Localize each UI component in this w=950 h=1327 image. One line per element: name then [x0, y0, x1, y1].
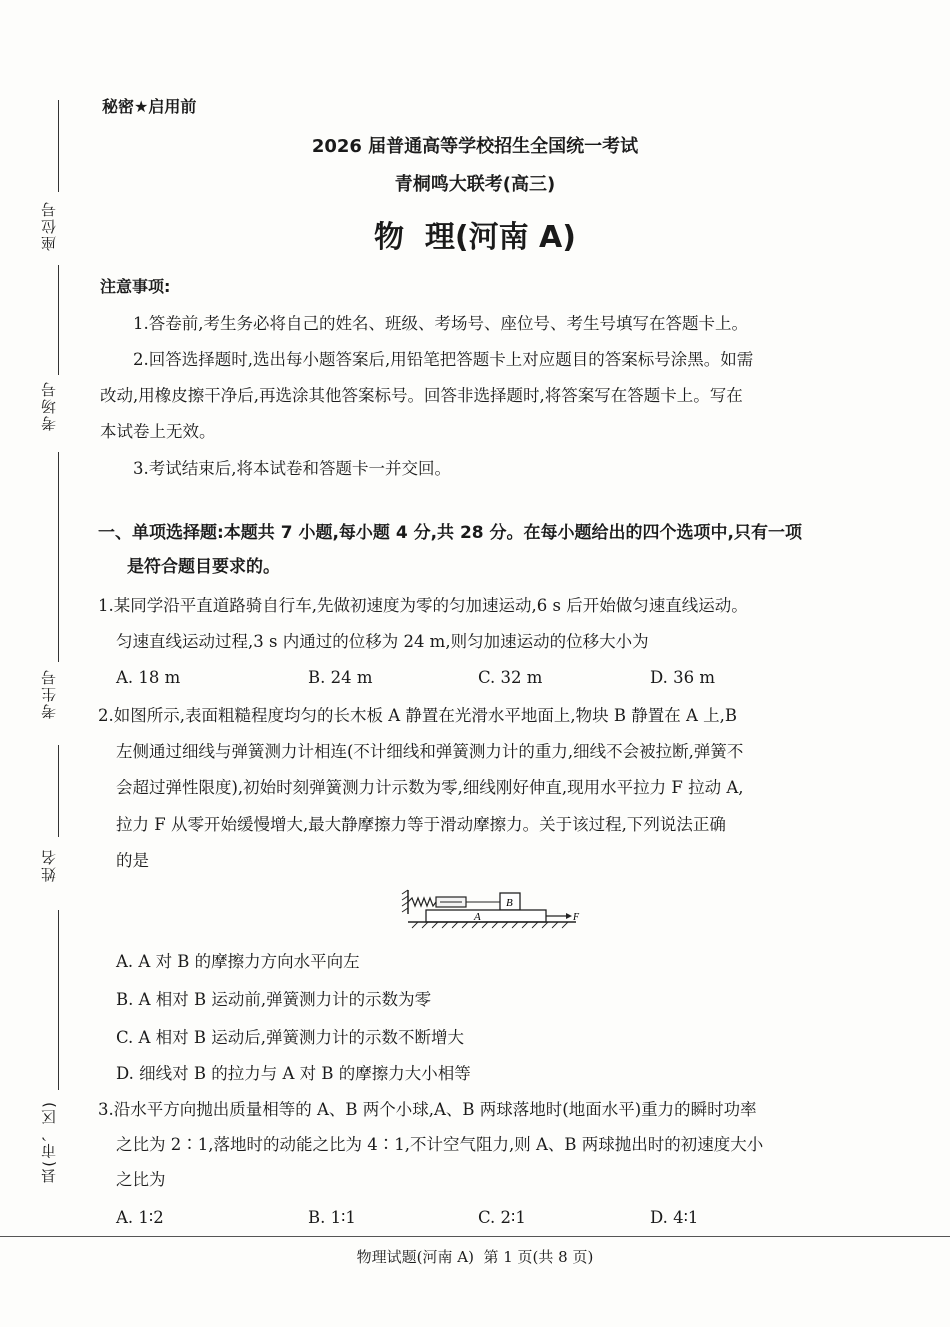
section-1-title-line-2: 是符合题目要求的。: [127, 557, 280, 577]
q1-option-a: A. 18 m: [116, 668, 181, 687]
q3-option-b: B. 1∶1: [308, 1208, 356, 1227]
notice-item-2-line-1: 2.回答选择题时,选出每小题答案后,用铅笔把答题卡上对应题目的答案标号涂黑。如需: [133, 350, 754, 369]
student-no-label: 考生号: [40, 668, 58, 719]
binding-line-3: [58, 452, 59, 662]
board-a-label: A: [474, 911, 481, 923]
force-label: F: [573, 912, 580, 923]
binding-line-5: [58, 910, 59, 1090]
section-1-title-line-1: 一、单项选择题:本题共 7 小题,每小题 4 分,共 28 分。在每小题给出的四个选项中,只有一项: [98, 523, 802, 543]
binding-line-4: [58, 745, 59, 837]
exam-subtitle: 青桐鸣大联考(高三): [394, 174, 556, 195]
q3-option-a: A. 1∶2: [116, 1208, 164, 1227]
name-label: 姓名: [40, 848, 58, 882]
spring: [408, 898, 436, 906]
ground-hatching: [412, 922, 568, 928]
q1-stem-line-2: 匀速直线运动过程,3 s 内通过的位移为 24 m,则匀加速运动的位移大小为: [116, 632, 649, 651]
q1-option-c: C. 32 m: [478, 668, 543, 687]
subject-title: 物 理(河南 A): [374, 220, 576, 255]
exam-title: 2026 届普通高等学校招生全国统一考试: [311, 136, 639, 157]
page-footer: 物理试题(河南 A) 第 1 页(共 8 页): [356, 1248, 594, 1266]
q3-option-c: C. 2∶1: [478, 1208, 526, 1227]
q3-stem-line-3: 之比为: [116, 1170, 166, 1189]
q2-stem-line-1: 2.如图所示,表面粗糙程度均匀的长木板 A 静置在光滑水平地面上,物块 B 静置在 A 上,B: [98, 706, 738, 725]
q2-stem-line-3: 会超过弹性限度),初始时刻弹簧测力计示数为零,细线刚好伸直,现用水平拉力 F 拉动 A,: [116, 778, 744, 797]
q2-figure: [400, 886, 580, 938]
secret-mark: 秘密★启用前: [102, 97, 197, 116]
q2-option-d: D. 细线对 B 的拉力与 A 对 B 的摩擦力大小相等: [116, 1064, 471, 1083]
q2-stem-line-4: 拉力 F 从零开始缓慢增大,最大静摩擦力等于滑动摩擦力。关于该过程,下列说法正确: [116, 815, 726, 834]
notice-item-1: 1.答卷前,考生务必将自己的姓名、班级、考场号、座位号、考生号填写在答题卡上。: [133, 314, 748, 333]
q1-option-b: B. 24 m: [308, 668, 373, 687]
block-b-label: B: [506, 897, 513, 909]
board-a: [426, 910, 546, 922]
q2-option-a: A. A 对 B 的摩擦力方向水平向左: [116, 952, 360, 971]
notice-title: 注意事项:: [100, 277, 171, 296]
notice-item-2-line-3: 本试卷上无效。: [100, 422, 216, 441]
county-label: 县(市、区): [40, 1100, 58, 1184]
wall-hatching: [402, 890, 408, 912]
q2-option-b: B. A 相对 B 运动前,弹簧测力计的示数为零: [116, 990, 432, 1009]
q3-stem-line-2: 之比为 2∶1,落地时的动能之比为 4∶1,不计空气阻力,则 A、B 两球抛出时的初速度大小: [116, 1135, 764, 1154]
notice-item-2-line-2: 改动,用橡皮擦干净后,再选涂其他答案标号。回答非选择题时,将答案写在答题卡上。写在: [100, 386, 743, 405]
q1-option-d: D. 36 m: [650, 668, 716, 687]
q2-stem-line-2: 左侧通过细线与弹簧测力计相连(不计细线和弹簧测力计的重力,细线不会被拉断,弹簧不: [116, 742, 744, 761]
binding-line-2: [58, 265, 59, 375]
q3-stem-line-1: 3.沿水平方向抛出质量相等的 A、B 两个小球,A、B 两球落地时(地面水平)重力的瞬时功率: [98, 1100, 757, 1119]
q2-stem-line-5: 的是: [116, 851, 149, 870]
seat-label: 座位号: [40, 200, 58, 251]
force-arrowhead: [566, 913, 572, 919]
notice-item-3: 3.考试结束后,将本试卷和答题卡一并交回。: [133, 459, 451, 478]
q3-option-d: D. 4∶1: [650, 1208, 699, 1227]
footer-rule: [0, 1236, 950, 1237]
q1-stem-line-1: 1.某同学沿平直道路骑自行车,先做初速度为零的匀加速运动,6 s 后开始做匀速直线运动。: [98, 596, 748, 615]
q2-option-c: C. A 相对 B 运动后,弹簧测力计的示数不断增大: [116, 1028, 465, 1047]
room-label: 考场号: [40, 380, 58, 431]
